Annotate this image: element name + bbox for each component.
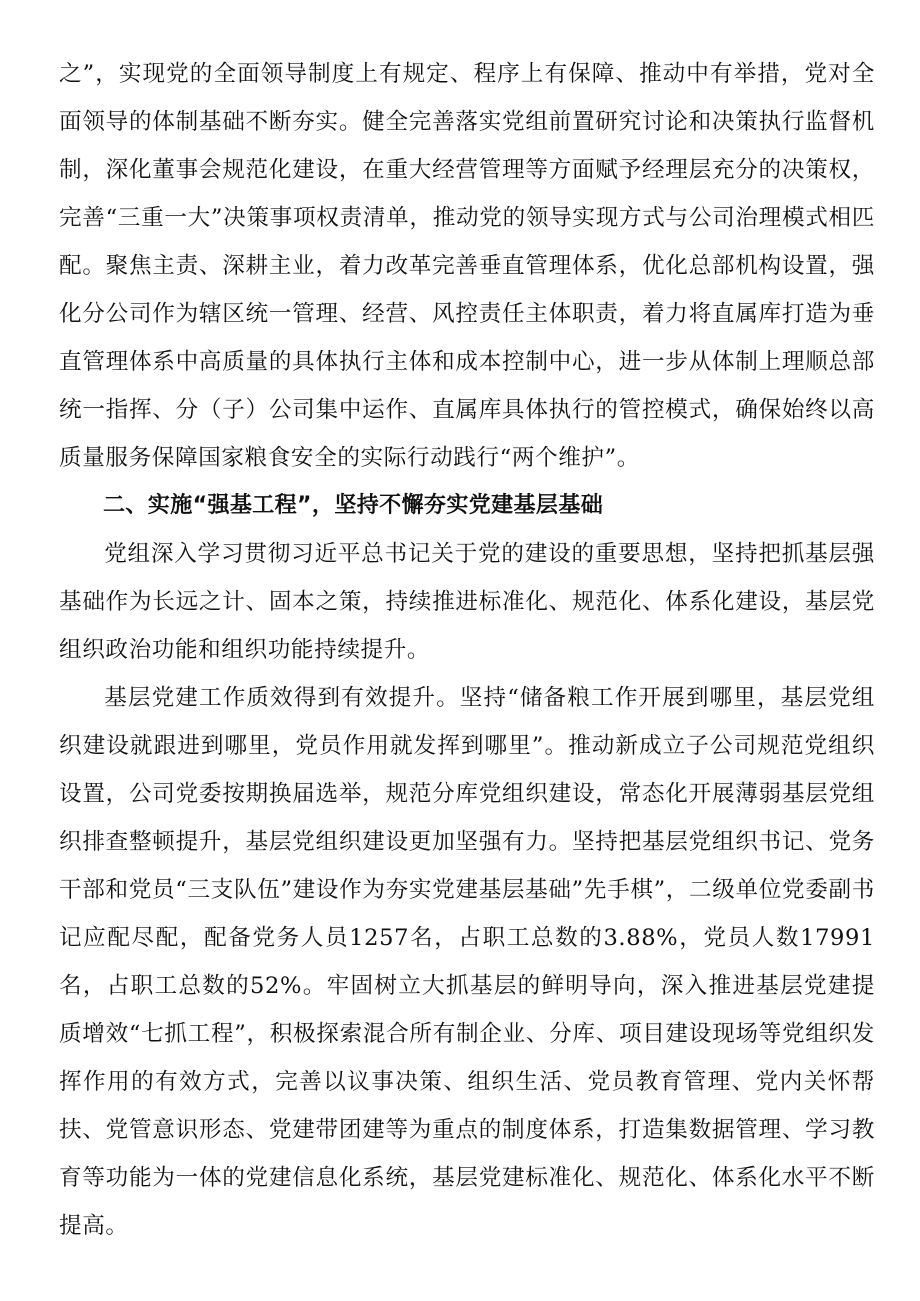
body-paragraph-detail: 基层党建工作质效得到有效提升。坚持“储备粮工作开展到哪里，基层党组织建设就跟进到哪里，党员作用就发挥到哪里”。推动新成立子公司规范党组织设置，公司党委按期换届选举，规范分库党组织建设，常态化开展薄弱基层党组织排查整顿提升，基层党组织建设更加坚强有力。坚持把基层党组织书记、党务干部和党员“三支队伍”建设作为夯实党建基层基础”先手棋”，二级单位党委副书记应配尽配，配备党务人员1257名，占职工总数的3.88%，党员人数17991名，占职工总数的52%。牢固树立大抓基层的鲜明导向，深入推进基层党建提质增效“七抓工程”，积极探索混合所有制企业、分库、项目建设现场等党组织发挥作用的有效方式，完善以议事决策、组织生活、党员教育管理、党内关怀帮扶、党管意识形态、党建带团建等为重点的制度体系，打造集数据管理、学习教育等功能为一体的党建信息化系统，基层党建标准化、规范化、体系化水平不断提高。 <box>59 685 875 1239</box>
document-page <box>59 50 875 1250</box>
body-paragraph-intro: 党组深入学习贯彻习近平总书记关于党的建设的重要思想，坚持把抓基层强基础作为长远之计、固本之策，持续推进标准化、规范化、体系化建设，基层党组织政治功能和组织功能持续提升。 <box>59 541 875 663</box>
section-heading: 二、实施“强基工程”，坚持不懈夯实党建基层基础 <box>103 493 604 518</box>
body-paragraph-continued: 之”，实现党的全面领导制度上有规定、程序上有保障、推动中有举措，党对全面领导的体制基础不断夯实。健全完善落实党组前置研究讨论和决策执行监督机制，深化董事会规范化建设，在重大经营管理等方面赋予经理层充分的决策权，完善“三重一大”决策事项权责清单，推动党的领导实现方式与公司治理模式相匹配。聚焦主责、深耕主业，着力改革完善垂直管理体系，优化总部机构设置，强化分公司作为辖区统一管理、经营、风控责任主体职责，着力将直属库打造为垂直管理体系中高质量的具体执行主体和成本控制中心，进一步从体制上理顺总部统一指挥、分（子）公司集中运作、直属库具体执行的管控模式，确保始终以高质量服务保障国家粮食安全的实际行动践行“两个维护”。 <box>59 61 875 471</box>
